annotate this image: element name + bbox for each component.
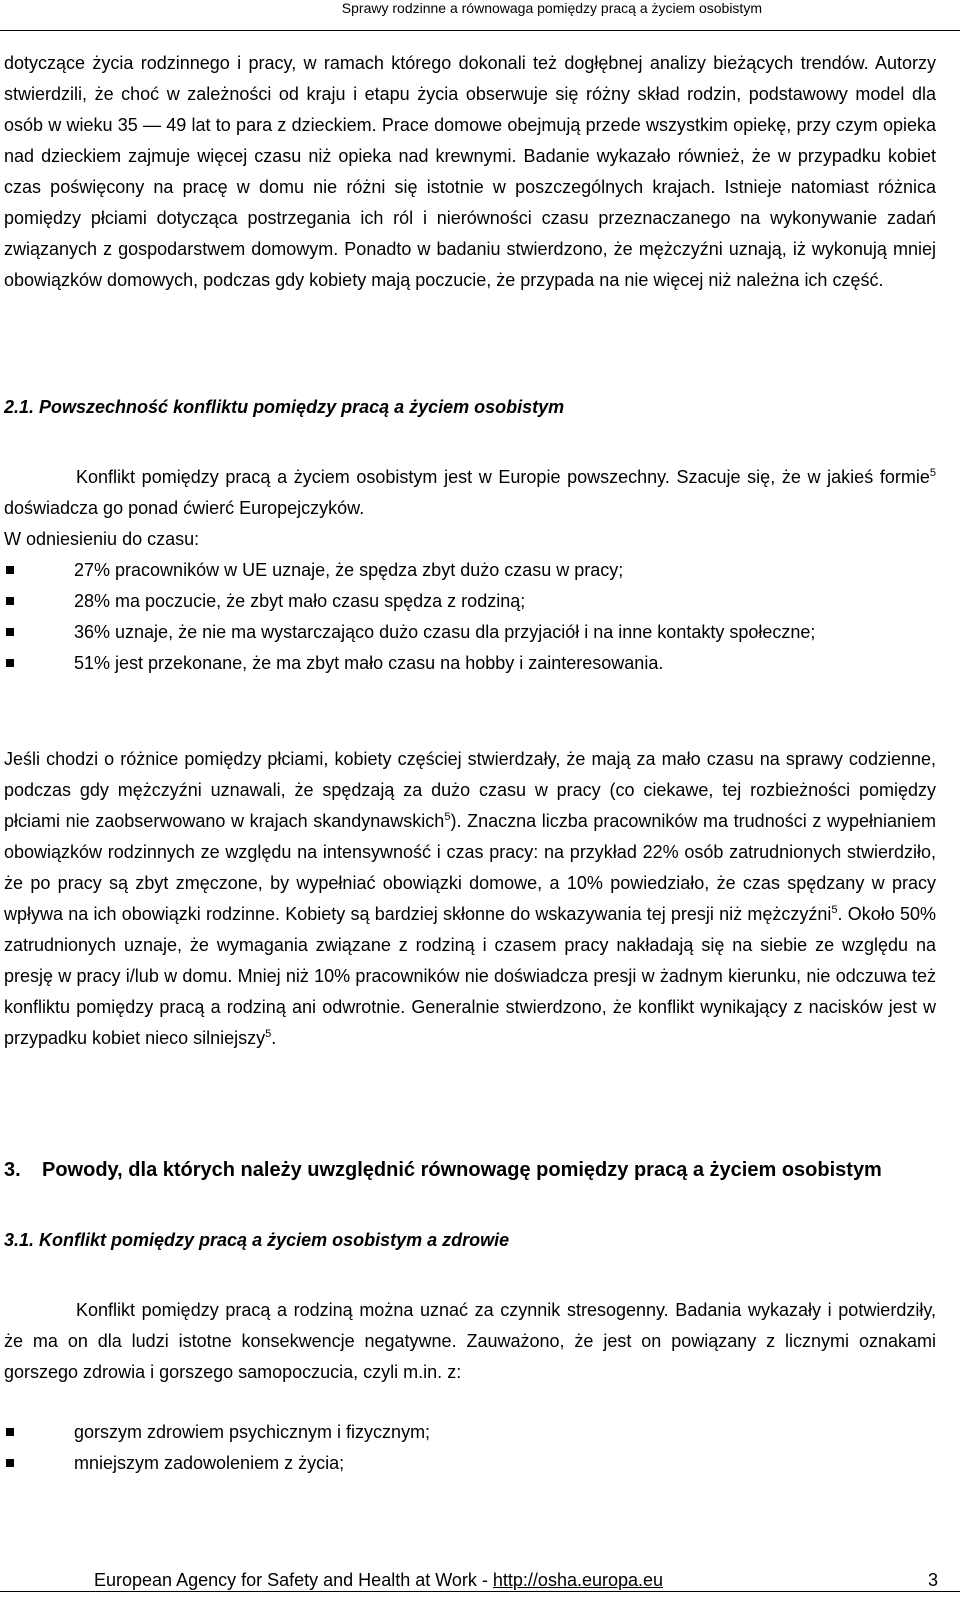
intro-paragraph: dotyczące życia rodzinnego i pracy, w ramach którego dokonali też dogłębnej analizy bieżących trendów. Autorzy stwierdzili, że choć w zależności od kraju i etapu życia obserwuje się różny skład rodzin, podstawowy model dla osób w wieku 35 — 49 lat to para z dzieckiem. Prace domowe obejmują przede wszystkim opiekę, przy czym opieka nad dzieckiem zajmuje więcej czasu niż opieka nad krewnymi. Badanie wykazało również, że w przypadku kobiet czas poświęcony na pracę w domu nie różni się istotnie w poszczególnych krajach. Istnieje natomiast różnica pomiędzy płciami dotycząca postrzegania ich ról i nierówności czasu przeznaczanego na wykonywanie zadań związanych z gospodarstwem domowym. Ponadto w badaniu stwierdzono, że mężczyźni uznają, iż wykonują mniej obowiązków domowych, podczas gdy kobiety mają poczucie, że przypada na nie więcej niż należna ich część. [4, 53, 936, 290]
section-2-1-paragraph-3: Jeśli chodzi o różnice pomiędzy płciami, kobiety częściej stwierdzały, że mają za mało czasu na sprawy codzienne, podczas gdy mężczyźni uznawali, że spędzają za dużo czasu w pracy (co ciekawe, tej rozbieżności pomiędzy płciami nie zaobserwowano w krajach skandynawskich$^5$). Znaczna liczba pracowników ma trudności z wypełnianiem obowiązków rodzinnych ze względu na intensywność i czas pracy: na przykład 22% osób zatrudnionych stwierdziło, że po pracy są zbyt zmęczone, by wypełniać obowiązki domowe, a 10% powiedziało, że czas spędzany w pracy wpływa na ich obowiązki rodzinne. Kobiety są bardziej skłonne do wskazywania tej presji niż mężczyźni$^5$. Około 50% zatrudnionych uznaje, że wymagania związane z rodziną i czasem pracy nakładają się na siebie ze względu na presję w pracy i/lub w domu. Mniej niż 10% pracowników nie doświadcza presji w żadnym kierunku, nie odczuwa też konfliktu pomiędzy pracą a rodziną ani odwrotnie. Generalnie stwierdzono, że konflikt wynikający z nacisków jest w przypadku kobiet nieco silniejszy$^5$. [4, 749, 937, 1048]
osha-link[interactable]: http://osha.europa.eu [492, 1570, 664, 1590]
square-bullet-icon [6, 628, 14, 636]
page-header [0, 0, 960, 31]
list-item: 36% uznaje, że nie ma wystarczająco dużo czasu dla przyjaciół i na inne kontakty społeczne; [4, 617, 936, 648]
square-bullet-icon [6, 1428, 14, 1436]
page-footer [0, 1565, 960, 1592]
list-item: 28% ma poczucie, że zbyt mało czasu spędza z rodziną; [4, 586, 936, 617]
list-item: 27% pracowników w UE uznaje, że spędza zbyt dużo czasu w pracy; [4, 555, 936, 586]
square-bullet-icon [6, 1459, 14, 1467]
health-bullet-list [4, 1417, 936, 1479]
section-2-1-paragraph-1: Konflikt pomiędzy pracą a życiem osobistym jest w Europie powszechny. Szacuje się, że w jakieś formie$^5$ doświadcza go ponad ćwierć Europejczyków. [4, 467, 936, 518]
section-heading-3 [4, 1155, 936, 1186]
section-3-1-paragraph-1: Konflikt pomiędzy pracą a rodziną można uznać za czynnik stresogenny. Badania wykazały i potwierdziły, że ma on dla ludzi istotne konsekwencje negatywne. Zauważono, że jest on powiązany z licznymi oznakami gorszego zdrowia i gorszego samopoczucia, czyli m.in. z: [4, 1300, 936, 1382]
running-title: Sprawy rodzinne a równowaga pomiędzy pracą a życiem osobistym [341, 0, 762, 16]
section-heading-2-1: 2.1. Powszechność konfliktu pomiędzy pracą a życiem osobistym [4, 397, 565, 417]
section-number: 3. [4, 1159, 21, 1181]
footnote-ref: 5 [929, 467, 936, 479]
footnote-ref: 5 [444, 811, 451, 823]
time-bullet-list [4, 555, 936, 679]
list-item: gorszym zdrowiem psychicznym i fizycznym; [4, 1417, 936, 1448]
section-heading-3-1: 3.1. Konflikt pomiędzy pracą a życiem osobistym a zdrowie [4, 1230, 510, 1250]
list-item: mniejszym zadowoleniem z życia; [4, 1448, 936, 1479]
list-item: 51% jest przekonane, że ma zbyt mało czasu na hobby i zainteresowania. [4, 648, 936, 679]
section-title: Powody, dla których należy uwzględnić równowagę pomiędzy pracą a życiem osobistym [42, 1159, 882, 1181]
footer-source: European Agency for Safety and Health at Work - http://osha.europa.eu [94, 1570, 664, 1590]
page-number: 3 [927, 1570, 938, 1590]
square-bullet-icon [6, 597, 14, 605]
footnote-ref: 5 [831, 904, 838, 916]
square-bullet-icon [6, 566, 14, 574]
square-bullet-icon [6, 659, 14, 667]
section-2-1-paragraph-2: W odniesieniu do czasu: [4, 529, 200, 549]
footnote-ref: 5 [265, 1028, 272, 1040]
